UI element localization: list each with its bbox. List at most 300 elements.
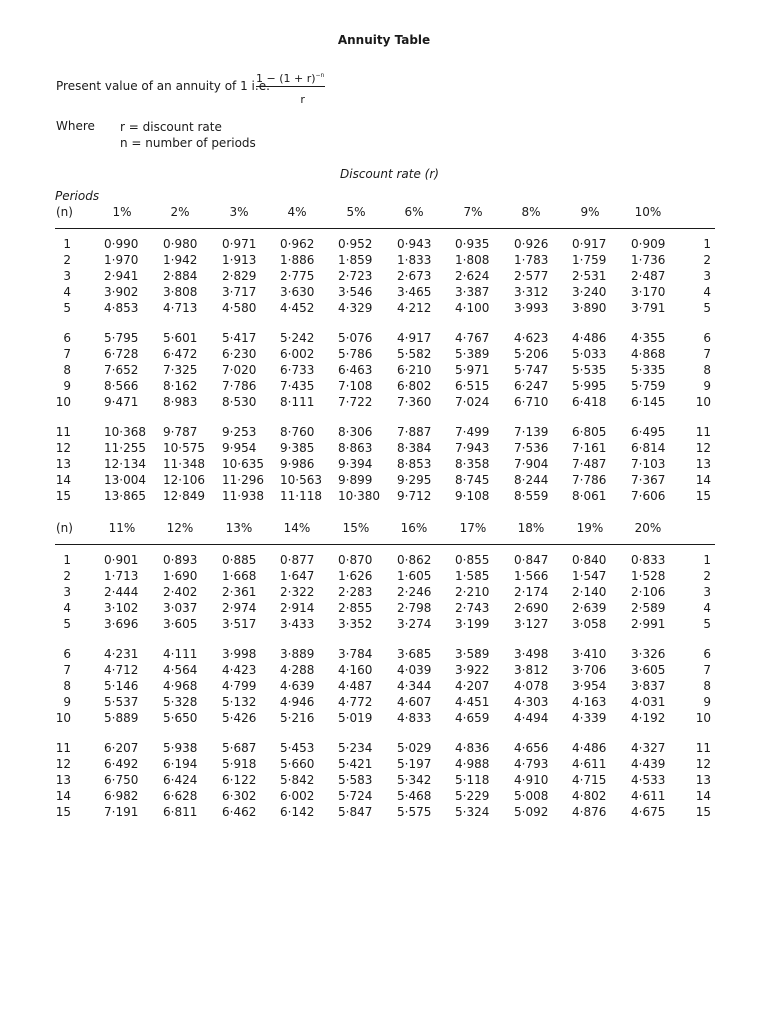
pv-factor-cell: 6·462 <box>222 805 257 819</box>
rate-header: 20% <box>634 521 662 535</box>
pv-factor-cell: 5·795 <box>104 331 139 345</box>
pv-factor-cell: 2·991 <box>631 617 666 631</box>
pv-factor-cell: 0·962 <box>280 237 315 251</box>
pv-factor-cell: 4·486 <box>572 741 607 755</box>
table-row <box>0 473 768 489</box>
table-row <box>0 741 768 757</box>
pv-factor-cell: 6·495 <box>631 425 666 439</box>
pv-factor-cell: 6·145 <box>631 395 666 409</box>
pv-factor-cell: 8·061 <box>572 489 607 503</box>
pv-factor-cell: 3·922 <box>455 663 490 677</box>
rate-header: 3% <box>229 205 249 219</box>
pv-factor-cell: 2·487 <box>631 269 666 283</box>
pv-factor-cell: 3·889 <box>280 647 315 661</box>
period-number-right: 13 <box>695 773 711 787</box>
pv-factor-cell: 4·329 <box>338 301 373 315</box>
pv-factor-cell: 0·870 <box>338 553 373 567</box>
pv-factor-cell: 5·847 <box>338 805 373 819</box>
pv-factor-cell: 0·943 <box>397 237 432 251</box>
period-number-right: 6 <box>703 331 711 345</box>
period-number-right: 4 <box>703 285 711 299</box>
period-number: 9 <box>63 695 71 709</box>
pv-factor-cell: 1·668 <box>222 569 257 583</box>
pv-factor-cell: 1·808 <box>455 253 490 267</box>
period-number-right: 10 <box>695 395 711 409</box>
pv-factor-cell: 4·192 <box>631 711 666 725</box>
pv-factor-cell: 3·498 <box>514 647 549 661</box>
pv-factor-cell: 4·451 <box>455 695 490 709</box>
pv-factor-cell: 1·759 <box>572 253 607 267</box>
pv-factor-cell: 5·687 <box>222 741 257 755</box>
pv-factor-cell: 3·605 <box>631 663 666 677</box>
pv-factor-cell: 1·566 <box>514 569 549 583</box>
pv-factor-cell: 4·767 <box>455 331 490 345</box>
pv-factor-cell: 6·122 <box>222 773 257 787</box>
pv-factor-cell: 0·862 <box>397 553 432 567</box>
pv-factor-cell: 5·660 <box>280 757 315 771</box>
pv-factor-cell: 4·868 <box>631 347 666 361</box>
pv-factor-cell: 0·847 <box>514 553 549 567</box>
pv-factor-cell: 3·791 <box>631 301 666 315</box>
pv-factor-cell: 0·935 <box>455 237 490 251</box>
pv-factor-cell: 1·605 <box>397 569 432 583</box>
rate-header: 6% <box>404 205 424 219</box>
table-row <box>0 253 768 269</box>
pv-factor-cell: 1·833 <box>397 253 432 267</box>
period-number-right: 9 <box>703 379 711 393</box>
pv-factor-cell: 2·322 <box>280 585 315 599</box>
pv-factor-cell: 11·296 <box>222 473 264 487</box>
pv-factor-cell: 1·528 <box>631 569 666 583</box>
period-number-right: 14 <box>695 473 711 487</box>
page-title: Annuity Table <box>337 33 431 47</box>
pv-factor-cell: 5·216 <box>280 711 315 725</box>
pv-factor-cell: 6·492 <box>104 757 139 771</box>
pv-factor-cell: 4·917 <box>397 331 432 345</box>
period-number-right: 11 <box>695 741 711 755</box>
pv-factor-cell: 0·855 <box>455 553 490 567</box>
pv-factor-cell: 5·229 <box>455 789 490 803</box>
pv-factor-cell: 11·938 <box>222 489 264 503</box>
pv-factor-cell: 5·242 <box>280 331 315 345</box>
table-row <box>0 363 768 379</box>
rate-header: 17% <box>459 521 487 535</box>
pv-factor-cell: 6·210 <box>397 363 432 377</box>
pv-factor-cell: 3·517 <box>222 617 257 631</box>
pv-factor-cell: 8·745 <box>455 473 490 487</box>
pv-factor-cell: 2·444 <box>104 585 139 599</box>
pv-factor-cell: 8·863 <box>338 441 373 455</box>
pv-factor-cell: 0·971 <box>222 237 257 251</box>
pv-factor-cell: 2·974 <box>222 601 257 615</box>
pv-factor-cell: 0·926 <box>514 237 549 251</box>
pv-factor-cell: 4·533 <box>631 773 666 787</box>
period-number-right: 7 <box>703 663 711 677</box>
pv-factor-cell: 4·799 <box>222 679 257 693</box>
pv-factor-cell: 4·713 <box>163 301 198 315</box>
pv-factor-cell: 5·724 <box>338 789 373 803</box>
pv-factor-cell: 7·943 <box>455 441 490 455</box>
pv-factor-cell: 8·530 <box>222 395 257 409</box>
period-number-right: 2 <box>703 569 711 583</box>
pv-factor-cell: 2·798 <box>397 601 432 615</box>
pv-factor-cell: 4·452 <box>280 301 315 315</box>
pv-factor-cell: 2·743 <box>455 601 490 615</box>
periods-label: Periods <box>55 189 100 203</box>
pv-factor-cell: 1·547 <box>572 569 607 583</box>
pv-factor-cell: 8·162 <box>163 379 198 393</box>
table-row <box>0 331 768 347</box>
pv-factor-cell: 3·326 <box>631 647 666 661</box>
pv-factor-cell: 5·759 <box>631 379 666 393</box>
pv-factor-cell: 3·170 <box>631 285 666 299</box>
pv-factor-cell: 1·626 <box>338 569 373 583</box>
table-row <box>0 347 768 363</box>
period-number-right: 3 <box>703 585 711 599</box>
pv-factor-cell: 11·255 <box>104 441 146 455</box>
period-number: 2 <box>63 569 71 583</box>
formula-exponent: −n <box>315 72 325 79</box>
pv-factor-cell: 13·865 <box>104 489 146 503</box>
pv-factor-cell: 13·004 <box>104 473 146 487</box>
pv-factor-cell: 8·384 <box>397 441 432 455</box>
rate-header: 11% <box>108 521 136 535</box>
pv-factor-cell: 4·327 <box>631 741 666 755</box>
pv-factor-cell: 5·234 <box>338 741 373 755</box>
pv-factor-cell: 1·736 <box>631 253 666 267</box>
pv-factor-cell: 7·722 <box>338 395 373 409</box>
period-number: 12 <box>55 757 71 771</box>
pv-factor-cell: 5·601 <box>163 331 198 345</box>
pv-factor-cell: 4·659 <box>455 711 490 725</box>
pv-factor-cell: 3·706 <box>572 663 607 677</box>
pv-factor-cell: 3·199 <box>455 617 490 631</box>
pv-factor-cell: 0·990 <box>104 237 139 251</box>
pv-factor-cell: 4·494 <box>514 711 549 725</box>
pv-factor-cell: 3·274 <box>397 617 432 631</box>
pv-factor-cell: 3·605 <box>163 617 198 631</box>
period-number: 8 <box>63 363 71 377</box>
rate-header: 13% <box>225 521 253 535</box>
r-definition: r = discount rate <box>120 120 222 134</box>
table-row <box>0 285 768 301</box>
pv-factor-cell: 6·424 <box>163 773 198 787</box>
period-number: 7 <box>63 347 71 361</box>
table-row <box>0 805 768 821</box>
table-rule <box>55 228 715 229</box>
table-row <box>0 757 768 773</box>
pv-factor-cell: 4·163 <box>572 695 607 709</box>
period-number: 5 <box>63 617 71 631</box>
period-number: 13 <box>55 457 71 471</box>
table-row <box>0 695 768 711</box>
pv-factor-cell: 4·160 <box>338 663 373 677</box>
pv-factor-cell: 2·283 <box>338 585 373 599</box>
rate-header: 10% <box>634 205 662 219</box>
period-number: 3 <box>63 585 71 599</box>
pv-factor-cell: 7·360 <box>397 395 432 409</box>
pv-factor-cell: 3·812 <box>514 663 549 677</box>
pv-factor-cell: 0·909 <box>631 237 666 251</box>
n-definition: n = number of periods <box>120 136 256 150</box>
pv-factor-cell: 4·910 <box>514 773 549 787</box>
pv-factor-cell: 3·546 <box>338 285 373 299</box>
pv-factor-cell: 4·207 <box>455 679 490 693</box>
pv-factor-cell: 8·306 <box>338 425 373 439</box>
discount-rate-label: Discount rate (r) <box>340 167 439 181</box>
pv-factor-cell: 4·836 <box>455 741 490 755</box>
period-number: 7 <box>63 663 71 677</box>
pv-factor-cell: 9·787 <box>163 425 198 439</box>
rate-header: 9% <box>580 205 600 219</box>
pv-factor-cell: 4·486 <box>572 331 607 345</box>
pv-factor-cell: 5·747 <box>514 363 549 377</box>
pv-factor-cell: 2·577 <box>514 269 549 283</box>
rate-header: 19% <box>576 521 604 535</box>
pv-factor-cell: 6·418 <box>572 395 607 409</box>
pv-factor-cell: 4·039 <box>397 663 432 677</box>
pv-factor-cell: 5·582 <box>397 347 432 361</box>
pv-factor-cell: 4·772 <box>338 695 373 709</box>
period-number-right: 12 <box>695 757 711 771</box>
pv-factor-cell: 2·639 <box>572 601 607 615</box>
pv-factor-cell: 7·024 <box>455 395 490 409</box>
pv-factor-cell: 6·142 <box>280 805 315 819</box>
pv-factor-cell: 0·893 <box>163 553 198 567</box>
pv-factor-cell: 8·983 <box>163 395 198 409</box>
pv-factor-cell: 5·650 <box>163 711 198 725</box>
pv-factor-cell: 6·805 <box>572 425 607 439</box>
pv-factor-cell: 12·849 <box>163 489 205 503</box>
period-number-right: 15 <box>695 489 711 503</box>
period-number: 10 <box>55 395 71 409</box>
pv-factor-cell: 2·914 <box>280 601 315 615</box>
pv-factor-cell: 3·037 <box>163 601 198 615</box>
pv-factor-cell: 4·793 <box>514 757 549 771</box>
period-number-right: 5 <box>703 301 711 315</box>
pv-factor-cell: 6·733 <box>280 363 315 377</box>
pv-factor-cell: 3·696 <box>104 617 139 631</box>
pv-factor-cell: 3·240 <box>572 285 607 299</box>
pv-factor-cell: 4·078 <box>514 679 549 693</box>
period-number-right: 15 <box>695 805 711 819</box>
pv-factor-cell: 2·775 <box>280 269 315 283</box>
period-number: 4 <box>63 285 71 299</box>
pv-factor-cell: 6·002 <box>280 789 315 803</box>
pv-factor-cell: 6·194 <box>163 757 198 771</box>
pv-factor-cell: 5·033 <box>572 347 607 361</box>
pv-factor-cell: 9·385 <box>280 441 315 455</box>
table-row <box>0 395 768 411</box>
period-number-right: 5 <box>703 617 711 631</box>
pv-factor-cell: 6·002 <box>280 347 315 361</box>
table-row <box>0 663 768 679</box>
pv-factor-cell: 6·628 <box>163 789 198 803</box>
pv-factor-cell: 5·535 <box>572 363 607 377</box>
rate-header: 18% <box>517 521 545 535</box>
pv-factor-cell: 6·515 <box>455 379 490 393</box>
formula-fraction <box>256 72 325 106</box>
pv-factor-cell: 9·394 <box>338 457 373 471</box>
period-number-right: 6 <box>703 647 711 661</box>
period-number: 3 <box>63 269 71 283</box>
table-row <box>0 457 768 473</box>
table-row <box>0 425 768 441</box>
pv-factor-cell: 2·210 <box>455 585 490 599</box>
pv-factor-cell: 1·886 <box>280 253 315 267</box>
period-number: 11 <box>55 425 71 439</box>
pv-factor-cell: 5·889 <box>104 711 139 725</box>
pv-factor-cell: 9·253 <box>222 425 257 439</box>
pv-factor-cell: 3·102 <box>104 601 139 615</box>
period-number: 6 <box>63 331 71 345</box>
pv-factor-cell: 10·380 <box>338 489 380 503</box>
pv-factor-cell: 1·942 <box>163 253 198 267</box>
pv-factor-cell: 3·630 <box>280 285 315 299</box>
table-row <box>0 601 768 617</box>
period-number: 10 <box>55 711 71 725</box>
pv-factor-cell: 6·710 <box>514 395 549 409</box>
pv-factor-cell: 6·728 <box>104 347 139 361</box>
pv-factor-cell: 4·439 <box>631 757 666 771</box>
pv-factor-cell: 4·639 <box>280 679 315 693</box>
pv-factor-cell: 3·465 <box>397 285 432 299</box>
period-number: 8 <box>63 679 71 693</box>
pv-factor-cell: 3·410 <box>572 647 607 661</box>
pv-factor-cell: 1·783 <box>514 253 549 267</box>
pv-factor-cell: 4·423 <box>222 663 257 677</box>
pv-factor-cell: 2·174 <box>514 585 549 599</box>
pv-factor-cell: 4·355 <box>631 331 666 345</box>
pv-factor-cell: 7·161 <box>572 441 607 455</box>
pv-factor-cell: 6·247 <box>514 379 549 393</box>
pv-factor-cell: 5·076 <box>338 331 373 345</box>
table-row <box>0 379 768 395</box>
pv-factor-cell: 10·635 <box>222 457 264 471</box>
pv-factor-cell: 3·837 <box>631 679 666 693</box>
pv-factor-cell: 11·118 <box>280 489 322 503</box>
period-number-right: 8 <box>703 679 711 693</box>
pv-factor-cell: 8·559 <box>514 489 549 503</box>
rate-header: 5% <box>346 205 366 219</box>
rate-header: 14% <box>283 521 311 535</box>
pv-factor-cell: 2·941 <box>104 269 139 283</box>
pv-factor-cell: 1·647 <box>280 569 315 583</box>
pv-factor-cell: 2·402 <box>163 585 198 599</box>
pv-factor-cell: 6·302 <box>222 789 257 803</box>
pv-factor-cell: 3·387 <box>455 285 490 299</box>
pv-factor-cell: 11·348 <box>163 457 205 471</box>
period-number-right: 13 <box>695 457 711 471</box>
period-number-right: 1 <box>703 553 711 567</box>
pv-factor-cell: 5·008 <box>514 789 549 803</box>
pv-factor-cell: 6·802 <box>397 379 432 393</box>
pv-factor-cell: 5·453 <box>280 741 315 755</box>
pv-factor-cell: 3·784 <box>338 647 373 661</box>
table-row <box>0 237 768 253</box>
pv-factor-cell: 7·887 <box>397 425 432 439</box>
pv-factor-cell: 5·537 <box>104 695 139 709</box>
pv-factor-cell: 8·244 <box>514 473 549 487</box>
period-number: 12 <box>55 441 71 455</box>
period-number-right: 7 <box>703 347 711 361</box>
rate-header: 2% <box>170 205 190 219</box>
period-number: 13 <box>55 773 71 787</box>
pv-factor-cell: 1·859 <box>338 253 373 267</box>
rate-header: 12% <box>166 521 194 535</box>
pv-factor-cell: 7·904 <box>514 457 549 471</box>
period-number-right: 12 <box>695 441 711 455</box>
pv-factor-cell: 4·231 <box>104 647 139 661</box>
pv-factor-cell: 5·583 <box>338 773 373 787</box>
period-number-right: 1 <box>703 237 711 251</box>
pv-factor-cell: 5·328 <box>163 695 198 709</box>
pv-factor-cell: 7·786 <box>222 379 257 393</box>
pv-factor-cell: 5·324 <box>455 805 490 819</box>
pv-factor-cell: 8·566 <box>104 379 139 393</box>
pv-factor-cell: 5·118 <box>455 773 490 787</box>
period-number: 2 <box>63 253 71 267</box>
pv-factor-cell: 8·111 <box>280 395 315 409</box>
pv-factor-cell: 2·531 <box>572 269 607 283</box>
pv-factor-cell: 0·877 <box>280 553 315 567</box>
periods-column-header: (n) <box>56 521 73 535</box>
pv-factor-cell: 1·713 <box>104 569 139 583</box>
pv-factor-cell: 7·108 <box>338 379 373 393</box>
pv-factor-cell: 3·685 <box>397 647 432 661</box>
period-number-right: 4 <box>703 601 711 615</box>
pv-factor-cell: 2·673 <box>397 269 432 283</box>
pv-factor-cell: 6·472 <box>163 347 198 361</box>
pv-factor-cell: 0·952 <box>338 237 373 251</box>
period-number: 1 <box>63 237 71 251</box>
pv-factor-cell: 6·463 <box>338 363 373 377</box>
pv-factor-cell: 4·853 <box>104 301 139 315</box>
pv-factor-cell: 7·367 <box>631 473 666 487</box>
pv-factor-cell: 12·106 <box>163 473 205 487</box>
pv-factor-cell: 4·303 <box>514 695 549 709</box>
pv-factor-cell: 2·690 <box>514 601 549 615</box>
pv-factor-cell: 5·029 <box>397 741 432 755</box>
pv-factor-cell: 10·575 <box>163 441 205 455</box>
pv-factor-cell: 4·564 <box>163 663 198 677</box>
pv-factor-cell: 3·808 <box>163 285 198 299</box>
period-number-right: 9 <box>703 695 711 709</box>
period-number-right: 10 <box>695 711 711 725</box>
pv-factor-cell: 4·100 <box>455 301 490 315</box>
table-row <box>0 711 768 727</box>
period-number: 5 <box>63 301 71 315</box>
pv-factor-cell: 4·712 <box>104 663 139 677</box>
period-number: 11 <box>55 741 71 755</box>
pv-factor-cell: 5·468 <box>397 789 432 803</box>
pv-factor-cell: 6·750 <box>104 773 139 787</box>
pv-factor-cell: 5·206 <box>514 347 549 361</box>
period-number: 14 <box>55 473 71 487</box>
pv-factor-cell: 7·139 <box>514 425 549 439</box>
pv-factor-cell: 3·954 <box>572 679 607 693</box>
pv-factor-cell: 2·106 <box>631 585 666 599</box>
pv-factor-cell: 3·127 <box>514 617 549 631</box>
pv-factor-cell: 6·207 <box>104 741 139 755</box>
pv-factor-cell: 5·421 <box>338 757 373 771</box>
pv-factor-cell: 3·312 <box>514 285 549 299</box>
pv-factor-cell: 6·811 <box>163 805 198 819</box>
table-row <box>0 647 768 663</box>
definitions <box>120 119 256 151</box>
table-rule <box>55 544 715 545</box>
pv-factor-cell: 2·140 <box>572 585 607 599</box>
